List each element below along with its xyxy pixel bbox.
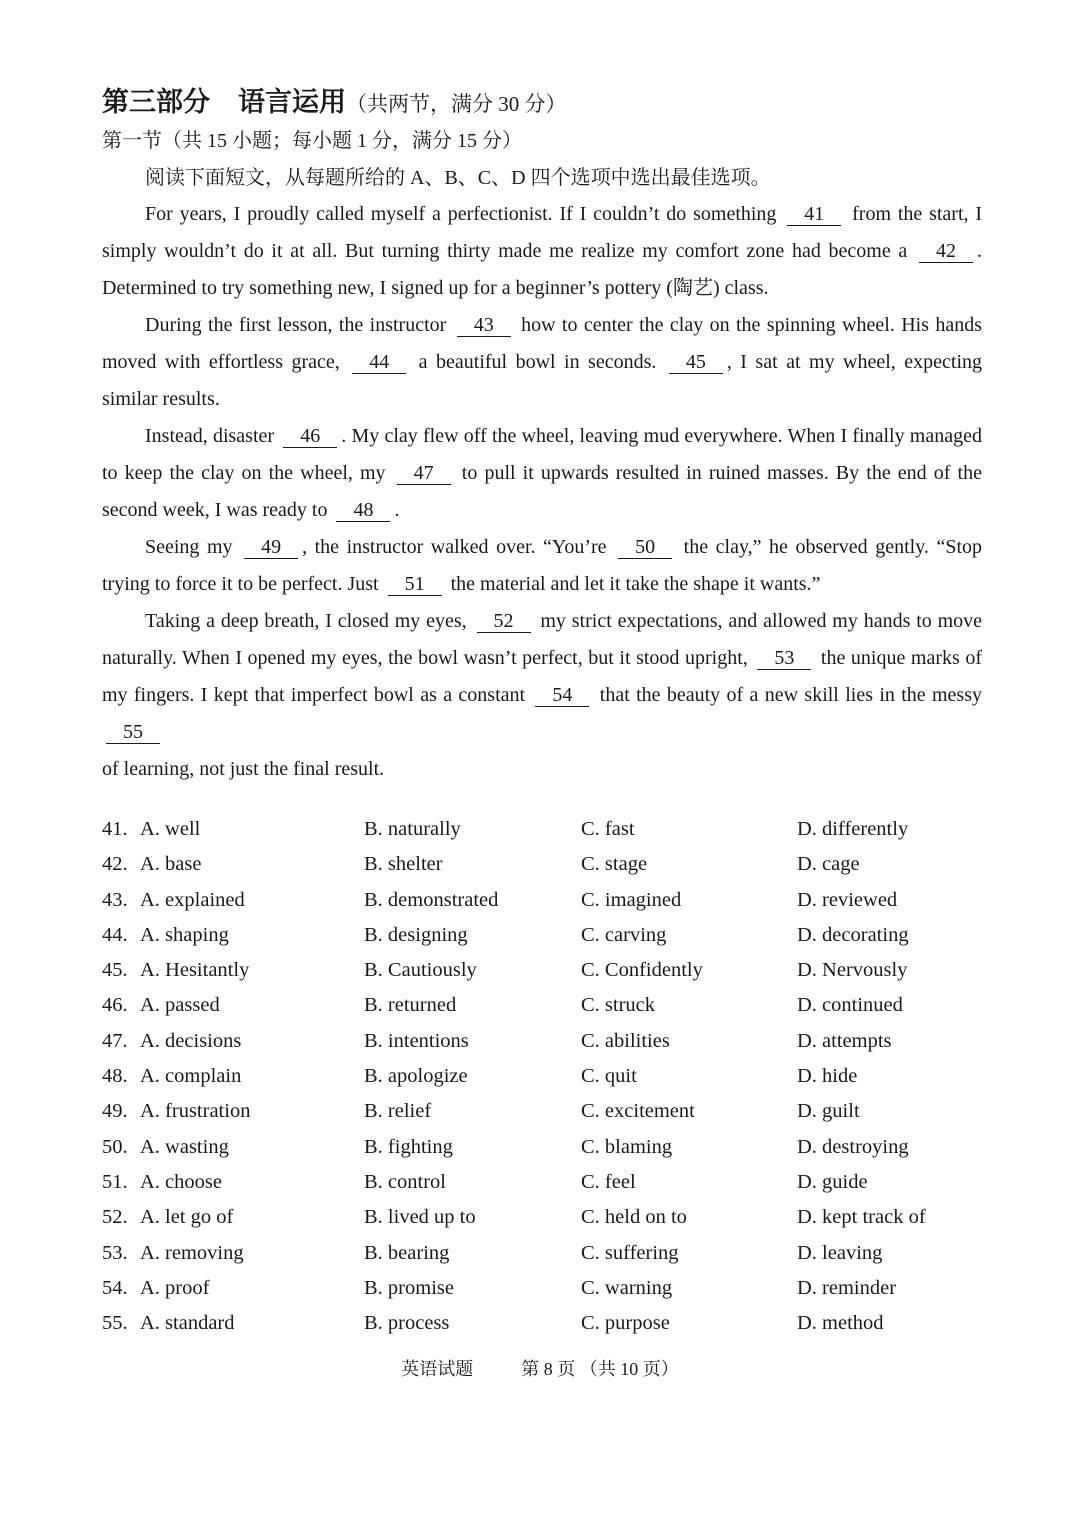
- option-d: D. guide: [797, 1170, 868, 1193]
- option-d: D. kept track of: [797, 1206, 926, 1229]
- blank-45: 45: [669, 351, 723, 374]
- option-c: C. abilities: [581, 1029, 670, 1052]
- option-b: B. process: [364, 1312, 450, 1335]
- blank-44: 44: [352, 351, 406, 374]
- blank-46: 46: [283, 425, 337, 448]
- option-c: C. feel: [581, 1170, 636, 1193]
- question-number: 42.: [102, 853, 128, 876]
- option-a: A. explained: [140, 888, 245, 911]
- option-a: A. frustration: [140, 1100, 251, 1123]
- option-d: D. continued: [797, 994, 903, 1017]
- text-segment: . My clay flew off the wheel, leaving mud everywhere. When I finally managed to keep the clay on the wheel, my: [102, 425, 982, 484]
- option-b: B. Cautiously: [364, 959, 477, 982]
- question-row: [102, 1100, 982, 1135]
- page-footer: [0, 1355, 1080, 1381]
- option-d: D. Nervously: [797, 959, 908, 982]
- question-number: 54.: [102, 1276, 128, 1299]
- text-segment: how to center the clay on the spinning wheel. His hands moved with effortless grace,: [102, 314, 983, 373]
- text-segment: the unique marks of my fingers. I kept that imperfect bowl as a constant: [102, 647, 983, 706]
- option-a: A. decisions: [140, 1029, 242, 1052]
- option-c: C. stage: [581, 853, 648, 876]
- footer-subject: 英语试题: [401, 1359, 474, 1379]
- option-b: B. relief: [364, 1100, 432, 1123]
- blank-41: 41: [787, 203, 841, 226]
- question-row: [102, 818, 982, 853]
- option-b: B. control: [364, 1170, 446, 1193]
- option-a: A. passed: [140, 994, 220, 1017]
- option-a: A. Hesitantly: [140, 959, 250, 982]
- option-b: B. apologize: [364, 1065, 468, 1088]
- blank-52: 52: [477, 610, 531, 633]
- question-number: 51.: [102, 1170, 128, 1193]
- option-d: D. hide: [797, 1065, 858, 1088]
- option-d: D. reminder: [797, 1276, 897, 1299]
- paragraph-1: [102, 196, 982, 307]
- option-a: A. let go of: [140, 1206, 234, 1229]
- text-segment: , I sat at my wheel, expecting similar results.: [102, 351, 982, 410]
- question-row: [102, 1171, 982, 1206]
- option-c: C. fast: [581, 818, 635, 840]
- option-c: C. excitement: [581, 1100, 695, 1123]
- option-c: C. suffering: [581, 1241, 679, 1264]
- text-segment: to pull it upwards resulted in ruined masses. By the end of the second week, I was ready to: [102, 462, 982, 521]
- blank-49: 49: [244, 536, 298, 559]
- option-a: A. well: [140, 818, 201, 840]
- blank-54: 54: [535, 684, 589, 707]
- paragraph-2: [102, 307, 982, 418]
- question-number: 49.: [102, 1100, 128, 1123]
- option-c: C. struck: [581, 994, 656, 1017]
- text-segment: from the start, I simply wouldn’t do it at all. But turning thirty made me realize my comfort zone had become a: [102, 203, 983, 262]
- option-d: D. reviewed: [797, 888, 898, 911]
- option-c: C. imagined: [581, 888, 682, 911]
- part-heading: [102, 80, 567, 119]
- question-number: 43.: [102, 888, 128, 911]
- option-d: D. destroying: [797, 1135, 909, 1158]
- option-a: A. wasting: [140, 1135, 229, 1158]
- option-b: B. bearing: [364, 1241, 450, 1264]
- question-row: [102, 994, 982, 1029]
- part-subject: 语言运用: [238, 87, 346, 118]
- part-title: 第三部分: [102, 87, 210, 118]
- option-d: D. guilt: [797, 1100, 860, 1123]
- option-b: B. intentions: [364, 1029, 469, 1052]
- option-b: B. lived up to: [364, 1206, 476, 1229]
- section-title: 第一节（共 15 小题；每小题 1 分，满分 15 分）: [102, 130, 522, 152]
- question-number: 41.: [102, 818, 128, 840]
- option-c: C. Confidently: [581, 959, 703, 982]
- question-number: 53.: [102, 1241, 128, 1264]
- question-row: [102, 1206, 982, 1241]
- question-number: 48.: [102, 1065, 128, 1088]
- question-row: [102, 853, 982, 888]
- option-a: A. base: [140, 853, 202, 876]
- option-b: B. naturally: [364, 818, 461, 840]
- blank-53: 53: [757, 647, 811, 670]
- option-c: C. warning: [581, 1276, 673, 1299]
- option-c: C. purpose: [581, 1312, 670, 1335]
- text-segment: . Determined to try something new, I signed up for a beginner’s pottery (陶艺) class.: [102, 240, 983, 299]
- text-segment: For years, I proudly called myself a perfectionist. If I couldn’t do something: [145, 203, 777, 225]
- option-b: B. demonstrated: [364, 888, 499, 911]
- option-a: A. choose: [140, 1170, 222, 1193]
- paragraph-3: [102, 418, 982, 529]
- text-segment: my strict expectations, and allowed my hands to move naturally. When I opened my eyes, the bowl wasn’t perfect, but it stood upright,: [102, 610, 983, 669]
- page-number: 第 8 页 （共 10 页）: [521, 1359, 679, 1379]
- question-row: [102, 959, 982, 994]
- question-number: 47.: [102, 1029, 128, 1052]
- option-b: B. promise: [364, 1276, 454, 1299]
- question-number: 52.: [102, 1206, 128, 1229]
- question-number: 44.: [102, 923, 128, 946]
- question-row: [102, 1030, 982, 1065]
- text-segment: the clay,” he observed gently. “Stop trying to force it to be perfect. Just: [102, 536, 982, 595]
- option-d: D. method: [797, 1312, 884, 1335]
- option-c: C. carving: [581, 923, 667, 946]
- option-a: A. standard: [140, 1312, 235, 1335]
- text-segment: , the instructor walked over. “You’re: [302, 536, 607, 558]
- option-c: C. held on to: [581, 1206, 687, 1229]
- option-c: C. blaming: [581, 1135, 673, 1158]
- option-b: B. fighting: [364, 1135, 453, 1158]
- question-row: [102, 1065, 982, 1100]
- text-segment: that the beauty of a new skill lies in the messy: [599, 684, 982, 706]
- option-d: D. leaving: [797, 1241, 883, 1264]
- question-number: 50.: [102, 1135, 128, 1158]
- option-a: A. proof: [140, 1276, 210, 1299]
- text-segment: Taking a deep breath, I closed my eyes,: [145, 610, 467, 632]
- instruction-text: 阅读下面短文，从每题所给的 A、B、C、D 四个选项中选出最佳选项。: [145, 167, 771, 189]
- option-c: C. quit: [581, 1065, 637, 1088]
- option-a: A. complain: [140, 1065, 242, 1088]
- option-b: B. returned: [364, 994, 457, 1017]
- option-d: D. decorating: [797, 923, 909, 946]
- paragraph-4: [102, 529, 982, 603]
- text-segment: Instead, disaster: [145, 425, 275, 447]
- part-note: （共两节，满分 30 分）: [346, 92, 567, 116]
- text-segment: During the first lesson, the instructor: [145, 314, 447, 336]
- question-number: 45.: [102, 959, 128, 982]
- text-segment: .: [394, 499, 400, 521]
- blank-51: 51: [388, 573, 442, 596]
- question-row: [102, 924, 982, 959]
- paragraph-6: of learning, not just the final result.: [102, 758, 385, 780]
- question-row: [102, 1136, 982, 1171]
- option-a: A. shaping: [140, 923, 229, 946]
- blank-48: 48: [336, 499, 390, 522]
- option-d: D. attempts: [797, 1029, 892, 1052]
- cloze-passage: [102, 196, 982, 788]
- option-b: B. shelter: [364, 853, 443, 876]
- blank-47: 47: [397, 462, 451, 485]
- question-row: [102, 889, 982, 924]
- question-row: [102, 1277, 982, 1312]
- blank-55: 55: [106, 721, 160, 744]
- blank-43: 43: [457, 314, 511, 337]
- option-a: A. removing: [140, 1241, 244, 1264]
- option-b: B. designing: [364, 923, 468, 946]
- text-segment: Seeing my: [145, 536, 233, 558]
- blank-50: 50: [618, 536, 672, 559]
- option-d: D. cage: [797, 853, 860, 876]
- text-segment: the material and let it take the shape it wants.”: [450, 573, 821, 595]
- options-list: [102, 818, 982, 1347]
- blank-42: 42: [919, 240, 973, 263]
- question-number: 46.: [102, 994, 128, 1017]
- paragraph-5: [102, 603, 982, 751]
- text-segment: a beautiful bowl in seconds.: [418, 351, 657, 373]
- question-number: 55.: [102, 1312, 128, 1335]
- question-row: [102, 1242, 982, 1277]
- option-d: D. differently: [797, 818, 909, 840]
- question-row: [102, 1312, 982, 1347]
